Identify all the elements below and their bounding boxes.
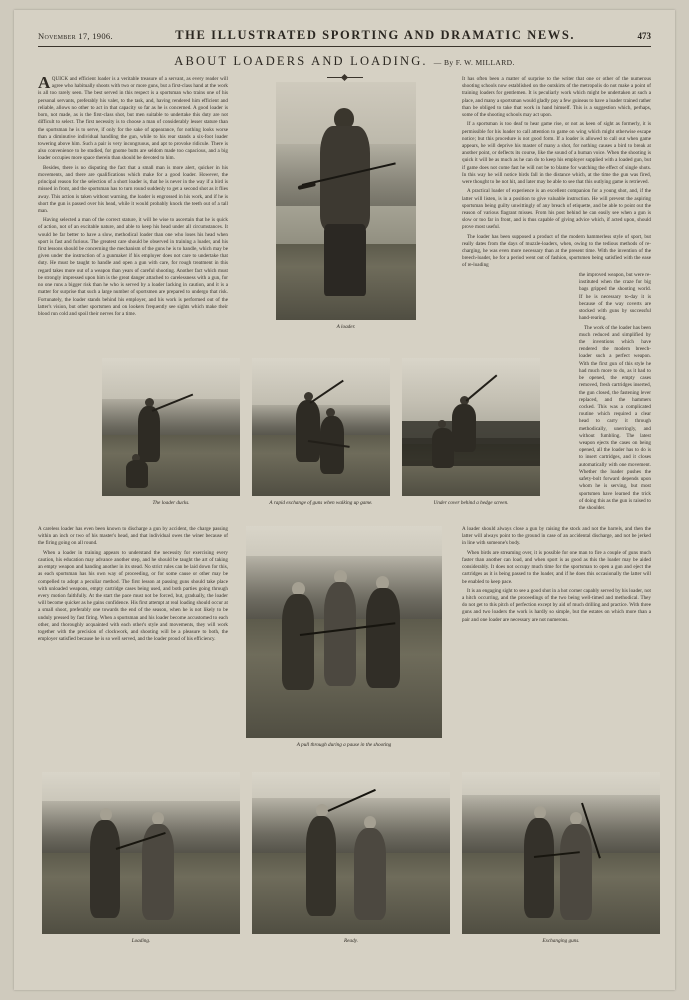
masthead-page-number: 473 bbox=[637, 31, 651, 41]
figure-ready bbox=[252, 772, 450, 934]
paragraph: If a sportsman is too deaf to hear game rise, or not as keen of sight as formerly, it is permissible for his loader to call attention to game on wing which might otherwise escape notice; but this procedure is not good form. If a loader is allowed to call out when game appears, he will deprive his master of many a shot, for nothing causes a bird to break at another point, or deflects its course, like the sound of a human voice. When the shooting is quick it will be as much as he can do to keep his employer supplied with a loaded gun, but if game does not come fast he will not be to blame for watching the effect of single shots. In this way he will notice birds fall in the distance which, at the time the gun was fired, were thought to be not hit, and later may be able to see that this outlying game is retrieved. bbox=[462, 121, 651, 186]
figure-centre bbox=[324, 582, 356, 686]
figure-loading bbox=[42, 772, 240, 934]
article-byline: — By F. W. MILLARD. bbox=[433, 58, 515, 67]
figure-pull-through bbox=[246, 526, 442, 738]
loader-figure bbox=[560, 824, 592, 920]
paragraph: A loader should always close a gun by raising the stock and not the barrels, and then the latter will always point to the ground in case of an accidental discharge, and not be jerked in line with someone's body. bbox=[462, 526, 651, 547]
figure-caption-loading: Loading. bbox=[131, 938, 151, 944]
paragraph: When birds are streaming over, it is possible for one man to fire a couple of guns much faster than another can load, and when sport is as good as this the loader may be aided considerably. It does not occupy much time for the sportsman to open a gun and eject the cartridges as it is being passed to the loader, and if he does this occasionally the latter will be enabled to keep pace. bbox=[462, 549, 651, 585]
paragraph: When a loader in training appears to understand the necessity for exercising every caution, his education may advance another step, and he should be taught the art of taking an empty weapon and handing another in its stead. No strict rules can be laid down for this, as each sportsman has his own way of proceeding, or for some cause or other may be compelled to adopt a peculiar method. The first lesson at passing guns should take place with unloaded weapons, empty cartridge cases being used, and both parties going through every motion faithfully. At the start the pace must not be forced, but, gradually, the loader will become quicker as he gains confidence. His first attempt at real loading should occur at a small shoot, preferably one towards the end of the season, when he is not likely to be unduly pressed by fast firing. When a sportsman and his loader become accustomed to each other, and thoroughly acquainted with each other's style and movements, they will work together with the precision of clockwork, and shooting will be a pleasure to both, the employer satisfied because he is so well served, and the loader proud of his efficiency. bbox=[38, 549, 228, 643]
standing-shooter bbox=[138, 406, 160, 462]
loader-figure bbox=[354, 828, 386, 920]
figure-right bbox=[366, 588, 400, 688]
figure-legs bbox=[324, 224, 366, 296]
tree-line bbox=[252, 798, 450, 860]
paragraph: It is an engaging sight to see a good shot in a hot corner capably served by his loader, not a hitch occurring, and the proceedings of the two being well-timed and methodical. They do not get to this pitch of perfection except by aid of much drilling and practice. With three guns and two loaders the work is hardly so simple, but the estates on which more than a pair and one loader are necessary are not numerous. bbox=[462, 587, 651, 623]
shooter-figure bbox=[524, 818, 554, 918]
body-text-left-top bbox=[38, 73, 228, 320]
paragraph: The loader has been supposed a product of the modern hammerless style of sport, but really dates from the days of muzzle-loaders, when, owing to the tedious methods of re-charging, he was even more necessary than at the present time. With the invention of the breech-loader, he for a period went out of fashion, sportsmen being satisfied with the ease of re-loading bbox=[462, 233, 651, 269]
article-heading bbox=[38, 52, 651, 78]
loader-head bbox=[438, 420, 446, 428]
shooter-figure bbox=[452, 404, 476, 452]
paragraph: A practical loader of experience is an excellent companion for a young shot, and, if the latter will listen, is in a position to give valuable instruction. He will prevent the aspiring sportsman being guilty unwittingly of any breach of etiquette, and be able to point out the reason of various flagrant misses. From his post behind he can easily see when a gun is slow or too far in front, and is thus capable of giving advice which, if acted upon, should prove most useful. bbox=[462, 188, 651, 231]
shooter-figure bbox=[306, 816, 336, 916]
loader-figure bbox=[432, 428, 454, 468]
figure-caption-loader-portrait: A loader. bbox=[336, 324, 356, 330]
paragraph: A careless loader has even been known to discharge a gun by accident, the charge passing within an inch or two of his master's head, and that individual owes the winer because of the firing going on all round. bbox=[38, 526, 228, 547]
masthead bbox=[38, 28, 651, 47]
body-text-left-bottom bbox=[38, 526, 228, 646]
body-text-right-bottom bbox=[462, 526, 651, 626]
field-ground bbox=[252, 853, 450, 934]
paragraph: AQUICK and efficient loader is a veritable treasure of a servant, as every reader will agree who habitually shoots with two or more guns, but a first-class hand at the work is all too rarely seen. The best served in this respect is a sportsman who trains one of his personal servants, preferably his valet, to the task, and, having rendered him efficient and reliable, allows no other to act in that capacity so far as he is concerned. A good loader is born, not made, as is the first-class shot, but men suitable to undertake this duty are not difficult to select. The first necessity is to choose a man of considerably lesser stature than the sportsman he is to serve, if only for the sake of appearance, for nothing looks worse than a diminutive individual handling the gun, while to his rear stands a six-foot loader towering above him. Such a pair is very incongruous, and apt to provoke ridicule. There is also convenience to be studied, for gnome butts are seldom made too capacious, and a big loader occupies more space therein than should be devoted to him. bbox=[38, 73, 228, 162]
page-sheet bbox=[14, 10, 675, 990]
paragraph: Besides, there is no disputing the fact that a small man is more alert, quicker in his movements, and there are qualifications which make for a good loader. However, the principal reason for the selection of a short loader is, that he is never in the way if a bird is missed in front, and the sportsman has to turn round suddenly to get a second shot as it flies away. This action is taken without warning, the loader is engrossed in his work, and if he is short the gun is passed over his head, while it would probably knock the teeth out of a tall man. bbox=[38, 164, 228, 214]
figure-caption-under-cover: Under cover behind a hedge screen. bbox=[433, 500, 509, 506]
ornamental-rule bbox=[327, 77, 363, 78]
figure-rapid-exchange bbox=[252, 358, 390, 496]
figure-loader-portrait bbox=[276, 82, 416, 320]
figure-caption-exchanging-guns: Exchanging guns. bbox=[542, 938, 580, 944]
masthead-date: November 17, 1906. bbox=[38, 31, 113, 41]
figure-exchanging-guns bbox=[462, 772, 660, 934]
figure-caption-ready: Ready. bbox=[344, 938, 358, 944]
paragraph: Having selected a man of the correct stature, it will be wise to ascertain that he is quick of action, not of an excitable nature, and able to keep his head under all circumstances. It would be far better to have a slow, methodical loader than one who loses his head when sport is fast and furious. The greatest care should be observed in training a loader, and his first lessons should be concerning the mechanism of the guns he is to handle, which may be given under the instruction of a gunmaker if his employer does not care to undertake that duty. He must be taught to handle and open a gun with care, for rough treatment in this regard takes more out of a weapon than years of careful shooting. Another fact which must be strongly impressed upon him is the great danger attached to carelessness with a gun, for no one runs a bigger risk than he who is served by a loader lacking in caution, and it is a matter for surprise that such a large number of sportsmen are prepared to undergo that risk. Fortunately, the loader stands behind his employer, and his work is performed out of the latter's vision, but other sportsmen and on lookers frequently see sights which make their blood run cold and spoil their nerves for a time. bbox=[38, 217, 228, 317]
field-ground bbox=[102, 435, 240, 496]
masthead-title: THE ILLUSTRATED SPORTING AND DRAMATIC NEWS. bbox=[175, 28, 576, 42]
crouching-loader bbox=[126, 460, 148, 488]
body-text-right-narrow bbox=[579, 272, 651, 514]
shooter-figure bbox=[90, 820, 120, 918]
paragraph: the improved weapon, but were re-instituted when the craze for big bags gripped the shooting world. If he is necessary to-day it is because of the way coverts are stocked with guns by successful hand-rearing. bbox=[579, 272, 651, 322]
figure-under-cover bbox=[402, 358, 540, 496]
figure-loader-ducks bbox=[102, 358, 240, 496]
article-title: ABOUT LOADERS AND LOADING. bbox=[174, 54, 428, 68]
figure-left bbox=[282, 594, 314, 690]
field-ground bbox=[42, 853, 240, 934]
paragraph: The work of the loader has been much reduced and simplified by the inventions which have rendered the modern breech-loader such a perfect weapon. With the first gun of this style he had much more to do, as it had to be opened, the empty cases removed, fresh cartridges inserted, the gun closed, the fastening lever replaced, and the hammers cocked. This was a complicated routine which required a clear head to carry it through methodically, unerringly, and without fumbling. The latest weapon ejects the cases on being opened, all the loader has to do is to insert cartridges, and it closes automatically with one movement. Whether the loader pushes the safety-bolt forward depends upon whom he is serving, but most sportsmen have learned the trick of doing this as the gun is raised to the shoulder. bbox=[579, 324, 651, 511]
figure-caption-pull-through: A pull through during a pause in the shooting bbox=[296, 742, 392, 748]
shooter-figure bbox=[296, 400, 320, 462]
figure-caption-loader-ducks: The loader ducks. bbox=[152, 500, 190, 506]
paragraph: It has often been a matter of surprise to the writer that one or other of the numerous shooting schools now established on the outskirts of the metropolis do not make a point of training loaders for gentlemen. It is peculiarly work which might be undertaken at such a place, and many a sportsman would gladly pay a few guineas to have a loader trained rather than be obliged to take that work in hand himself. This is a suggestion which, perhaps, some of the shooting schools may act upon. bbox=[462, 76, 651, 119]
body-text-right-top bbox=[462, 76, 651, 272]
figure-caption-rapid-exchange: A rapid exchange of guns when walking up game. bbox=[269, 500, 373, 506]
body-text-left-narrow bbox=[38, 336, 170, 338]
tree-line bbox=[42, 801, 240, 859]
